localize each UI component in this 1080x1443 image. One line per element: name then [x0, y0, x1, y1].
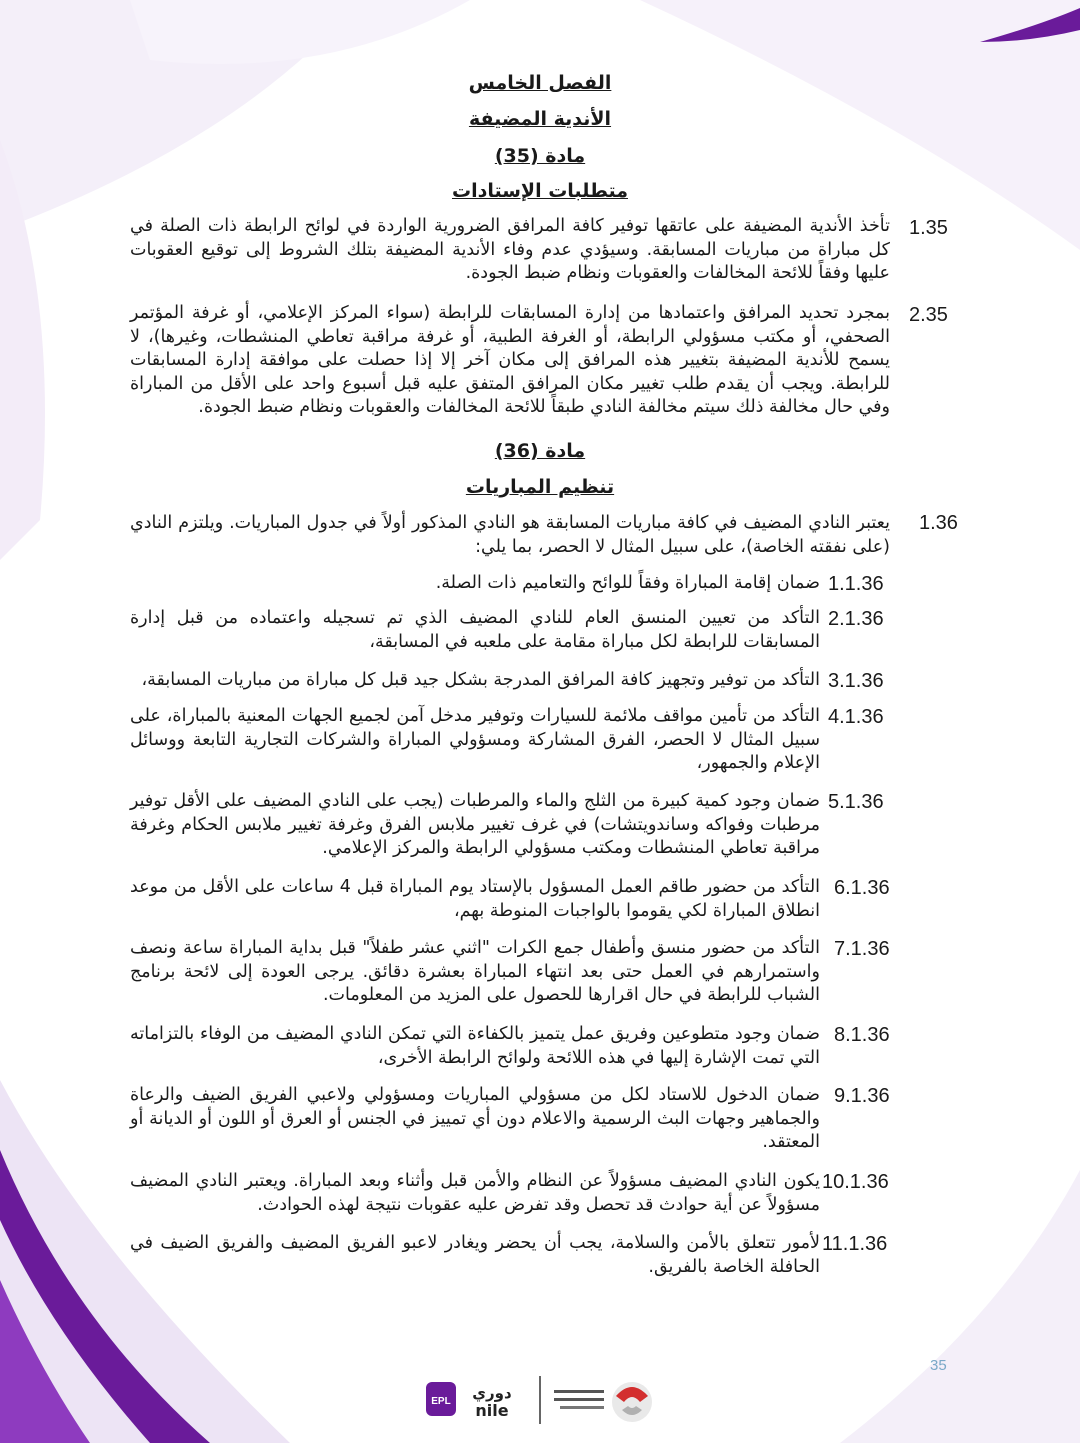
subclause-number: 2.1.36: [828, 608, 884, 630]
article-36-heading: مادة (36): [494, 440, 586, 462]
clause-text: يعتبر النادي المضيف في كافة مباريات المسابقة هو النادي المذكور أولاً في جدول المباريات. ويلتزم النادي (على نفقته الخاصة)، على سبيل المثال لا الحصر، بما يلي:: [130, 513, 890, 557]
article-35-heading: مادة (35): [494, 145, 586, 167]
clause-text: بمجرد تحديد المرافق واعتمادها من إدارة المسابقات للرابطة (سواء المركز الإعلامي، أو غرفة المؤتمر الصحفي، أو مكتب مسؤولي الرابطة، أو الغرفة الطبية، أو غرفة مراقبة تعاطي المنشطات، وغيرها)، لا يسمح للأندية المضيفة بتغيير هذه المرافق إلى مكان آخر إلا إذا حصلت على موافقة إدارة المسابقات للرابطة. ويجب أن يقدم طلب تغيير مكان المرافق المتفق عليه قبل أسبوع واحد على الأقل من المباراة وفي حال مخالفة ذلك سيتم مخالفة النادي طبقاً للائحة المخالفات والعقوبات ونظام ضبط الجودة.: [130, 303, 890, 417]
svg-text:دوري: دوري: [472, 1384, 512, 1402]
subclause-text: التأكد من توفير وتجهيز كافة المرافق المدرجة بشكل جيد قبل كل مباراة من مباريات المسابقة،: [141, 670, 820, 690]
svg-text:EPL: EPL: [431, 1396, 451, 1407]
subclause-text: لأمور تتعلق بالأمن والسلامة، يجب أن يحضر ويغادر لاعبو الفريق المضيف والفريق الضيف في الحافلة الخاصة بالفريق.: [130, 1233, 820, 1277]
association-logo: [554, 1382, 652, 1422]
subclause-number: 4.1.36: [828, 706, 884, 728]
subclause-number: 9.1.36: [834, 1085, 890, 1107]
subclause-text: يكون النادي المضيف مسؤولاً عن النظام والأمن قبل وأثناء وبعد المباراة. ويعتبر النادي المضيف مسؤولاً عن أية حوادث قد تحصل وقد تفرض عليه عقوبات نتيجة لهذه الحوادث.: [130, 1171, 820, 1215]
article-35-title: متطلبات الإستادات: [452, 180, 628, 202]
section-heading: الأندية المضيفة: [468, 108, 612, 130]
epl-nile-logo: [426, 1382, 512, 1420]
subclause-number: 6.1.36: [834, 877, 890, 899]
clause-number: 1.36: [919, 512, 958, 534]
subclause-number: 11.1.36: [822, 1233, 888, 1255]
subclause-text: التأكد من تأمين مواقف ملائمة للسيارات وتوفير مدخل آمن لجميع الجهات المعنية بالمباراة، على سبيل المثال لا الحصر، الفرق المشاركة ومسؤولي المباراة والشركات التجارية التابعة ووسائل الإعلام والجمهور،: [130, 706, 820, 773]
subclause-text: التأكد من حضور طاقم العمل المسؤول بالإستاد يوم المباراة قبل 4 ساعات على الأقل من موعد انطلاق المباراة لكي يقوموا بالواجبات المنوطة بهم،: [130, 877, 821, 921]
subclause-text: ضمان وجود متطوعين وفريق عمل يتميز بالكفاءة التي تمكن النادي المضيف من الوفاء بالتزاماته التي تمت الإشارة إليها في هذه اللائحة ولوائح الرابطة الأخرى،: [130, 1024, 820, 1068]
subclause-number: 5.1.36: [828, 791, 884, 813]
subclause-number: 1.1.36: [828, 573, 884, 595]
subclause-text: ضمان إقامة المباراة وفقاً للوائح والتعاميم ذات الصلة.: [435, 573, 820, 593]
footer-logos: [420, 1372, 660, 1428]
subclause-number: 8.1.36: [834, 1024, 890, 1046]
subclause-text: التأكد من تعيين المنسق العام للنادي المضيف الذي تم تسجيله واعتماده من قبل إدارة المسابقات للرابطة لكل مباراة مقامة على ملعبه في المسابقة،: [130, 608, 820, 652]
svg-text:nile: nile: [475, 1401, 509, 1420]
subclause-text: ضمان وجود كمية كبيرة من الثلج والماء والمرطبات (يجب على النادي المضيف على الأقل توفير مرطبات وفواكه وساندويتشات) في غرف تغيير ملابس الفرق وغرفة تغيير ملابس الحكام وغرفة مراقبة تعاطي المنشطات ومكتب مسؤولي الرابطة والمركز الإعلامي.: [130, 791, 820, 858]
article-36-title: تنظيم المباريات: [465, 476, 615, 498]
subclause-number: 3.1.36: [828, 670, 884, 692]
chapter-heading: الفصل الخامس: [468, 72, 612, 94]
subclause-text: ضمان الدخول للاستاد لكل من مسؤولي المباريات ومسؤولي ولاعبي الفريق الضيف والرعاة والجماهير وجهات البث الرسمية والاعلام دون أي تمييز في الجنس أو العرق أو اللون أو الديانة أو المعتقد.: [130, 1085, 820, 1152]
clause-text: تأخذ الأندية المضيفة على عاتقها توفير كافة المرافق الضرورية الواردة في لوائح الرابطة ذات الصلة في كل مباراة من مباريات المسابقة. وسيؤدي عدم وفاء الأندية المضيفة بتلك الشروط إلى توقيع العقوبات عليها وفقاً للائحة المخالفات والعقوبات ونظام ضبط الجودة.: [130, 216, 890, 283]
clause-number: 1.35: [909, 217, 948, 239]
clause-number: 2.35: [909, 304, 948, 326]
subclause-text: التأكد من حضور منسق وأطفال جمع الكرات "اثني عشر طفلاً" قبل بداية المباراة ساعة ونصف واستمرارهم في العمل حتى بعد انتهاء المباراة بعشرة دقائق. يرجى العودة إلى لائحة برنامج الشباب للرابطة في حال اقرارها للحصول على المزيد من المعلومات.: [130, 938, 820, 1005]
league-logos: [420, 1372, 660, 1428]
subclause-number: 10.1.36: [822, 1171, 889, 1193]
subclause-number: 7.1.36: [834, 938, 890, 960]
page-number: 35: [930, 1357, 947, 1374]
